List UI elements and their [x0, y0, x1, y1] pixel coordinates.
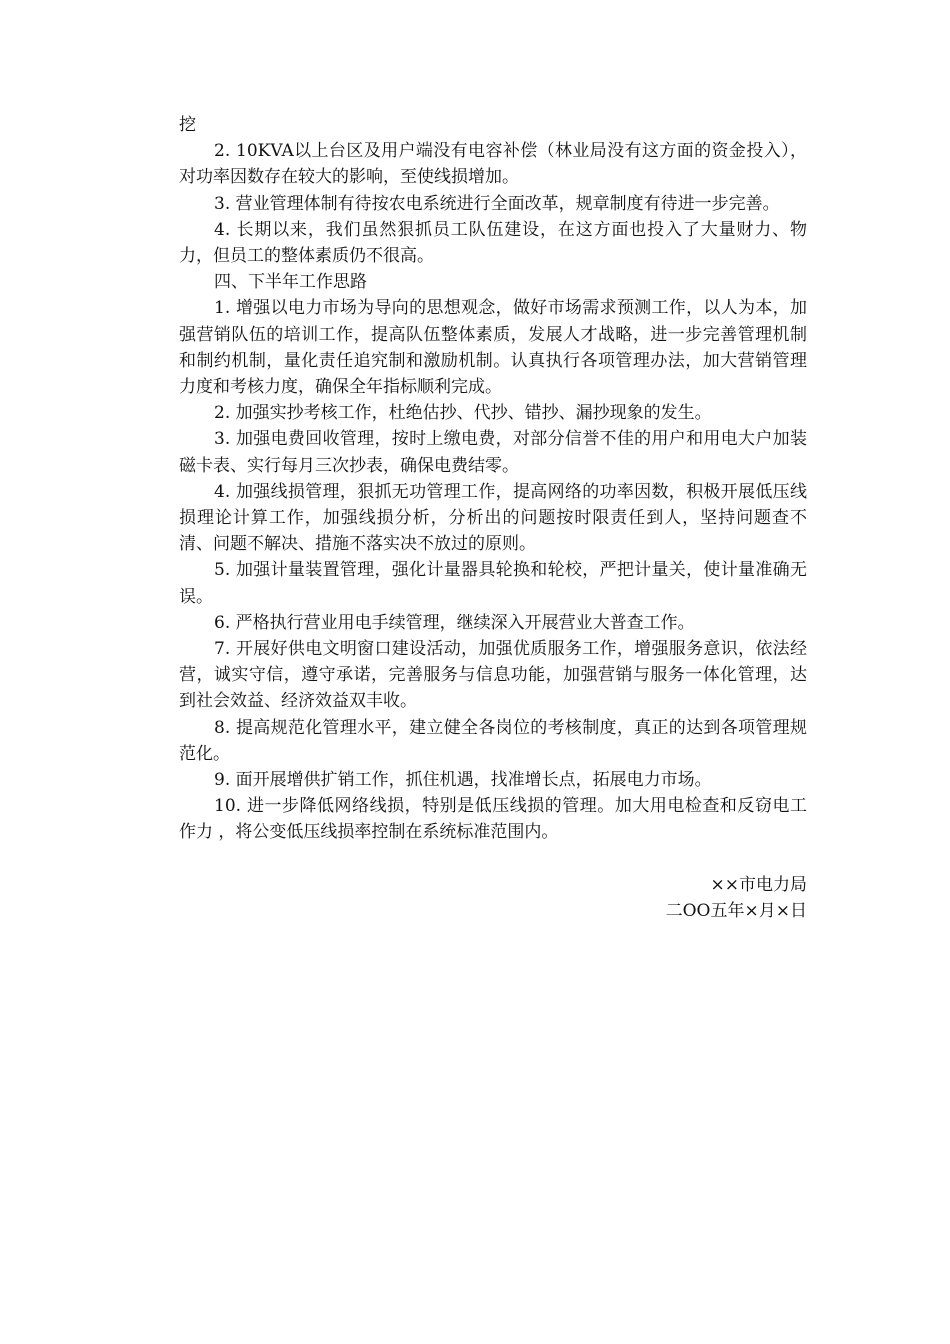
- plan-item-8: 8. 提高规范化管理水平，建立健全各岗位的考核制度，真正的达到各项管理规范化。: [179, 717, 807, 764]
- signature-block: [179, 872, 807, 924]
- plan-item-2: 2. 加强实抄考核工作，杜绝估抄、代抄、错抄、漏抄现象的发生。: [214, 403, 712, 424]
- problem-item-3: 3. 营业管理体制有待按农电系统进行全面改革，规章制度有待进一步完善。: [214, 193, 780, 214]
- plan-item-4: 4. 加强线损管理，狠抓无功管理工作，提高网络的功率因数，积极开展低压线损理论计算工作，加强线损分析，分析出的问题按时限责任到人，坚持问题查不清、问题不解决、措施不落实决不放过的原则。: [179, 481, 807, 555]
- fragment-line: 挖: [179, 115, 196, 135]
- plan-item-9: 9. 面开展增供扩销工作，抓住机遇，找准增长点，拓展电力市场。: [214, 770, 712, 791]
- problem-item-2: 2. 10KVA以上台区及用户端没有电容补偿（林业局没有这方面的资金投入），对功率因数存在较大的影响，至使线损增加。: [179, 141, 807, 188]
- signature-date: 二ОО五年×月×日: [665, 900, 807, 921]
- plan-item-3: 3. 加强电费回收管理，按时上缴电费，对部分信誉不佳的用户和用电大户加装磁卡表、实行每月三次抄表，确保电费结零。: [179, 429, 807, 476]
- plan-item-10: 10. 进一步降低网络线损，特别是低压线损的管理。加大用电检查和反窃电工作力 ，将公变低压线损率控制在系统标准范围内。: [179, 796, 807, 843]
- plan-item-5: 5. 加强计量装置管理，强化计量器具轮换和轮校，严把计量关，使计量准确无误。: [179, 560, 807, 607]
- signature-organization: ××市电力局: [710, 874, 807, 895]
- document-page: [179, 112, 807, 924]
- plan-item-1: 1. 增强以电力市场为导向的思想观念，做好市场需求预测工作，以人为本，加强营销队伍的培训工作，提高队伍整体素质，发展人才战略，进一步完善管理机制和制约机制，量化责任追究制和激励机制。认真执行各项管理办法，加大营销管理力度和考核力度，确保全年指标顺利完成。: [179, 298, 807, 398]
- plan-item-6: 6. 严格执行营业用电手续管理，继续深入开展营业大普查工作。: [214, 612, 695, 633]
- plan-item-7: 7. 开展好供电文明窗口建设活动，加强优质服务工作，增强服务意识，依法经营，诚实守信，遵守承诺，完善服务与信息功能，加强营销与服务一体化管理，达到社会效益、经济效益双丰收。: [179, 639, 807, 712]
- problem-item-4: 4. 长期以来，我们虽然狠抓员工队伍建设，在这方面也投入了大量财力、物力，但员工的整体素质仍不很高。: [179, 219, 807, 267]
- section-heading: 四、下半年工作思路: [214, 272, 367, 293]
